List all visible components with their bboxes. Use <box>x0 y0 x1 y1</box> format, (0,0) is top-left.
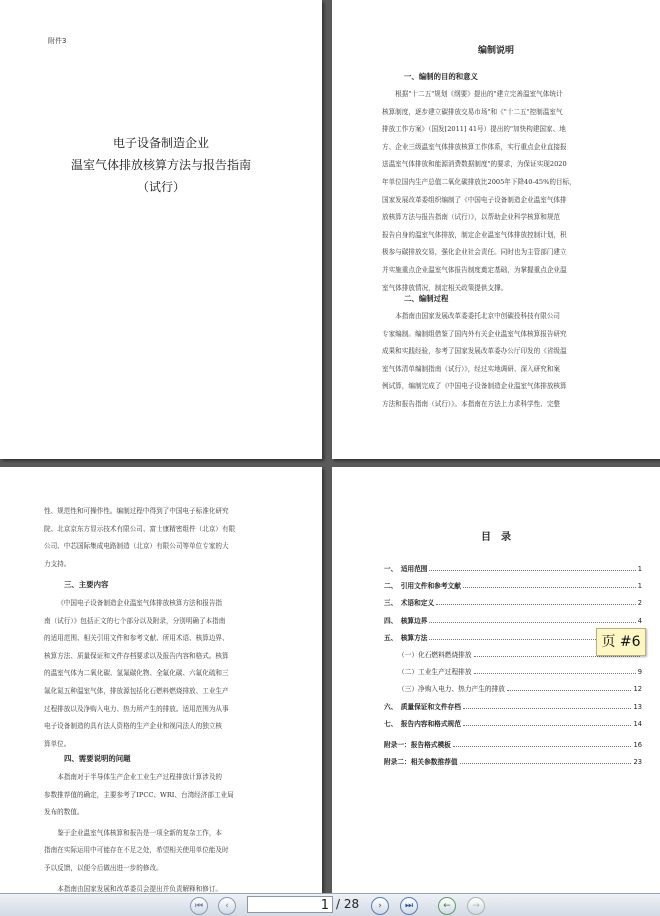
first-page-icon: ⏮ <box>194 901 204 911</box>
text-line: 报告自身的温室气体排放，制定企业温室气体排放控制计划，积 <box>382 230 567 239</box>
text-line: 并实施重点企业温室气体报告制度奠定基础，为掌握重点企业温 <box>382 265 567 274</box>
paragraph <box>44 881 298 893</box>
paragraph <box>44 825 298 878</box>
attachment-label: 附件3 <box>48 37 67 45</box>
text-line: 南（试行）》包括正文的七个部分以及附录，分别明确了本指南 <box>44 616 226 625</box>
text-line: 的温室气体为二氧化碳、氢氟碳化物、全氟化碳、六氟化硫和三 <box>44 669 229 678</box>
text-line: 予以反馈，以便今后做出进一步的修改。 <box>44 863 163 872</box>
toc-entry-label: 四、 核算边界 <box>384 616 428 625</box>
section-2-heading: 二、编制过程 <box>404 294 449 303</box>
text-line: 本指南由国家发展改革委委托北京中创碳投科技有限公司 <box>395 312 561 320</box>
text-line: 核算制度，逐步建立碳排放交易市场"和《"十二五"控制温室气 <box>382 107 563 116</box>
toc-entry[interactable] <box>398 666 642 676</box>
forward-button[interactable] <box>467 897 485 915</box>
back-button[interactable] <box>438 897 456 915</box>
toc-leader-dots <box>429 570 635 571</box>
toc-leader-dots <box>453 746 632 747</box>
text-line: 发布的数值。 <box>44 808 84 817</box>
text-line: 年单位国内生产总值二氧化碳排放比2005年下降40-45%的目标， <box>382 177 576 186</box>
toc-leader-dots <box>463 587 636 588</box>
toc-entry-label: （一）化石燃料燃烧排放 <box>398 651 472 659</box>
text-line: 电子设备制造的具有法人资格的生产企业和视同法人的独立核 <box>44 722 223 731</box>
page-2-title: 编制说明 <box>477 46 514 56</box>
toc-entry-page: 16 <box>633 740 642 749</box>
toc-entry-page: 23 <box>633 757 642 766</box>
text-line: 本指南对于半导体生产企业工业生产过程排放计算涉及的 <box>57 773 223 781</box>
text-line: 院、北京京东方显示技术有限公司、富士康精密组件（北京）有限 <box>44 524 236 533</box>
navigation-toolbar <box>0 893 660 916</box>
first-page-button[interactable] <box>190 897 208 915</box>
toc-entry-label: 三、 术语和定义 <box>384 599 435 608</box>
text-line: 室气体排放情况，制定相关政策提供支撑。 <box>382 283 508 292</box>
text-line: 方、企业三级温室气体排放核算工作体系，实行重点企业直接报 <box>382 142 567 151</box>
text-line: 专家编制。编制组借鉴了国内外有关企业温室气体核算报告研究 <box>382 329 567 338</box>
section-2-body <box>382 308 638 414</box>
section-3-body <box>44 595 298 753</box>
cover-title-line-1: 电子设备制造企业 <box>112 136 209 150</box>
page-2 <box>332 0 660 459</box>
toc-entry-page: 12 <box>633 685 642 694</box>
text-line: 极参与碳排放交易，强化企业社会责任。同时也为主管部门建立 <box>382 248 567 257</box>
toc-entry-page: 14 <box>633 719 642 728</box>
text-line: 排放工作方案》（国发[2011] 41号）提出的"加快构建国家、地 <box>382 125 566 134</box>
intro-continuation <box>44 503 298 573</box>
section-3-heading: 三、主要内容 <box>64 580 109 589</box>
toc-entry-label: 五、 核算方法 <box>384 633 428 642</box>
toc-entry-label: 六、 质量保证和文件存档 <box>384 702 461 711</box>
toc-entry-label: 二、 引用文件和参考文献 <box>384 582 461 591</box>
text-line: 《中国电子设备制造企业温室气体排放核算方法和报告指 <box>57 599 223 607</box>
toc-entry-page: 2 <box>637 599 642 608</box>
text-line: 参数推荐值的确定，主要参考了IPCC、WRI、台湾经济部工业局 <box>44 790 234 799</box>
toc-entry-label: 七、 报告内容和格式规范 <box>384 719 461 728</box>
text-line: 核算方法、质量保证和文件存档要求以及报告内容和格式。核算 <box>44 651 229 660</box>
toc-entry-page: 9 <box>637 668 642 677</box>
toc-title: 目 录 <box>481 532 511 543</box>
toc-entry-page: 13 <box>633 702 642 711</box>
section-1-body <box>382 86 638 297</box>
toc-leader-dots <box>436 604 636 605</box>
page-1 <box>0 0 322 459</box>
next-page-icon: › <box>378 901 382 911</box>
toc-entry-label: 一、 适用范围 <box>384 565 428 573</box>
text-line: 国家发展改革委组织编制了《中国电子设备制造企业温室气体排 <box>382 195 567 204</box>
text-line: 性、规范性和可操作性。编制过程中得到了中国电子标准化研究 <box>44 507 229 515</box>
section-1-heading: 一、编制的目的和意义 <box>404 72 478 81</box>
page-3 <box>0 467 322 893</box>
total-pages-label: / 28 <box>336 897 360 911</box>
toc-entry[interactable] <box>384 739 642 749</box>
back-arrow-icon: ← <box>443 901 451 911</box>
previous-page-icon: ‹ <box>225 901 229 911</box>
toc-entry[interactable] <box>384 718 642 728</box>
toc-entry[interactable] <box>398 683 642 693</box>
toc-entry-label: （三）净购入电力、热力产生的排放 <box>398 685 505 694</box>
toc-entry-page: 1 <box>637 565 642 573</box>
toc-entry[interactable] <box>384 615 642 625</box>
page-number-input[interactable]: 1 <box>247 896 333 913</box>
text-line: 的适用范围、相关引用文件和参考文献、所用术语、核算边界、 <box>44 634 229 643</box>
text-line: 本指南由国家发展和改革委员会提出并负责解释和修订。 <box>57 884 223 893</box>
forward-arrow-icon: → <box>472 901 480 911</box>
toc-leader-dots <box>463 725 632 726</box>
text-line: 根据"十二五"规划《纲要》提出的"建立完善温室气体统计 <box>395 90 563 98</box>
next-page-button[interactable] <box>371 897 389 915</box>
toc-leader-dots <box>474 673 636 674</box>
toc-leader-dots <box>463 708 632 709</box>
text-line: 成果和实践经验，参考了国家发展改革委办公厅印发的《省级温 <box>382 347 567 356</box>
toc-entry-page: 4 <box>637 616 642 625</box>
last-page-icon: ⏭ <box>404 901 414 911</box>
page-tooltip: 页 #6 <box>596 628 646 656</box>
text-line: 算单位。 <box>44 739 71 748</box>
toc-entry[interactable] <box>384 756 642 766</box>
toc-entry[interactable] <box>384 580 642 590</box>
toc-leader-dots <box>429 622 635 623</box>
toc-entry[interactable] <box>384 563 642 573</box>
text-line: 例试算，编制完成了《中国电子设备制造企业温室气体排放核算 <box>382 382 567 391</box>
toc-entry-label: 附录二：相关参数推荐值 <box>384 757 458 766</box>
last-page-button[interactable] <box>400 897 418 915</box>
toc-leader-dots <box>460 763 632 764</box>
toc-entry[interactable] <box>384 597 642 607</box>
text-line: 氟化氮五种温室气体，排放源包括化石燃料燃烧排放、工业生产 <box>44 686 229 695</box>
toc-entry[interactable] <box>384 701 642 711</box>
text-line: 送温室气体排放和能源消费数据制度"的要求，为保证实现2020 <box>382 160 567 169</box>
toc-entry-label: （二）工业生产过程排放 <box>398 668 472 677</box>
paragraph <box>44 769 298 822</box>
text-line: 过程排放以及净购入电力、热力所产生的排放。适用范围为从事 <box>44 704 229 713</box>
section-4-body <box>44 769 298 893</box>
text-line: 室气体清单编制指南（试行）》，经过实地调研、深入研究和案 <box>382 364 561 373</box>
text-line: 鉴于企业温室气体核算和报告是一项全新的复杂工作，本 <box>57 828 223 837</box>
toc-entry-page: 1 <box>637 582 642 591</box>
text-line: 方法和报告指南（试行）》。本指南在方法上力求科学性、完整 <box>382 399 561 408</box>
page-4 <box>332 467 660 893</box>
previous-page-button[interactable] <box>218 897 236 915</box>
cover-title-line-3: （试行） <box>136 180 185 194</box>
toc-entry-label: 附录一：报告格式模板 <box>384 740 451 749</box>
text-line: 公司、中芯国际集成电路制造（北京）有限公司等单位专家的大 <box>44 542 229 551</box>
toc-leader-dots <box>507 690 631 691</box>
text-line: 指南在实际运用中可能存在不足之处，希望相关使用单位能及时 <box>44 846 229 855</box>
toc-leader-dots <box>474 656 640 657</box>
text-line: 放核算方法与报告指南（试行）》，以帮助企业科学核算和规范 <box>382 213 561 222</box>
text-line: 力支持。 <box>44 559 71 568</box>
cover-title-line-2: 温室气体排放核算方法与报告指南 <box>70 158 251 172</box>
section-4-heading: 四、需要说明的问题 <box>64 754 131 763</box>
